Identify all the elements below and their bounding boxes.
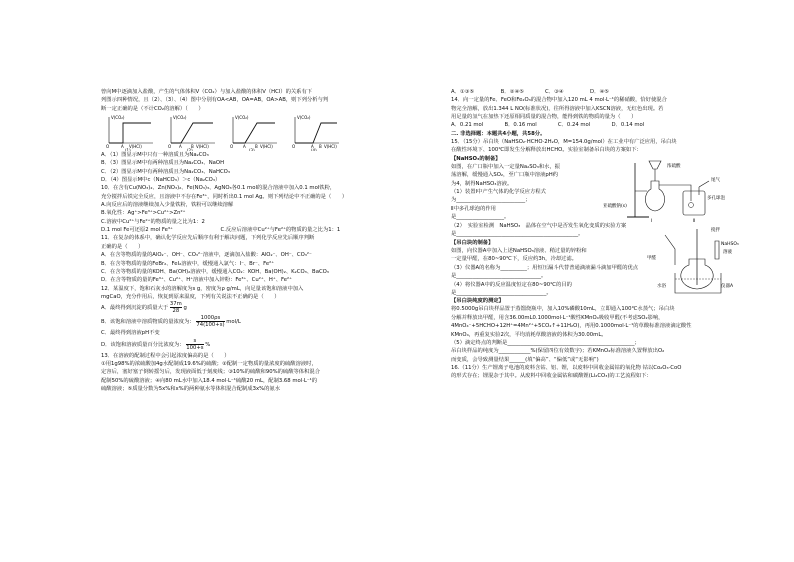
label-nahso3: NaHSO₃ <box>721 242 739 248</box>
text-line: （3）仪器A的名称为__________；用恒压漏斗代替普通滴液漏斗滴加甲醛的优点 <box>451 264 639 271</box>
text-line: 为4，制得NaHSO₃溶液。 <box>451 180 513 187</box>
section-heading: 二. 非选择题：本题共4小题，共58分。 <box>451 130 546 137</box>
text-line: （1）装置Ⅰ中产生气体的化学反应方程式 <box>451 189 546 196</box>
text-line: 一定量甲醛，在80~90℃下，反应约3h，冷却过滤。 <box>451 256 577 263</box>
text-line: 硫酸溶液；⑤质量分数为5x%和x%的两种氨水等体积混合配制成3x%的氨水 <box>101 385 281 392</box>
text-line: 14．向一定量的Fe、FeO和Fe₂O₃的混合物中加入120 mL 4 mol·L⁻¹的稀硝酸，恰好使混合 <box>451 97 667 104</box>
text-line: 列图示四种情况，且（2）、（3）、（4）图中分别有OA<AB，OA=AB，OA>AB，则下列分析与判 <box>101 97 329 104</box>
text-line: 13．在溶液的配制过程中会引起浓度偏高的是（ ） <box>101 352 230 359</box>
fraction-denominator: 74(100+s) <box>196 322 225 329</box>
point-a-label: A <box>121 144 124 150</box>
text-line: A．在含等物质的量的AlO₂⁻、OH⁻、CO₃²⁻溶液中，逐滴加入盐酸：AlO₂⁻、OH⁻、CO₃²⁻ <box>101 252 312 259</box>
text-line: （4）将仪器A中的反应温度恒定在80~90℃的目的 <box>451 281 572 288</box>
text-line: C．在含等物质的量的KOH、Ba(OH)₂溶液中，缓慢通入CO₂：KOH、Ba(OH)₂、K₂CO₃、BaCO₃ <box>101 268 329 275</box>
label-apparatus-2: Ⅱ <box>693 219 696 224</box>
option-d <box>101 338 419 352</box>
label-solution: 溶液 <box>723 250 732 256</box>
text-line: 10．在含有Cu(NO₃)₂、Zn(NO₃)₂、Fe(NO₃)₃、AgNO₃各0.1 mol的混合溶液中加入0.1 mol铁粉， <box>101 185 336 192</box>
text-line: 曾向M中逐滴加入盐酸，产生的气体体积V（CO₂）与加入盐酸的体积V（HCl）的关系有下 <box>101 89 313 95</box>
text-line: 将0.5000g吊白块样品置于蒸馏烧瓶中，加入10%磷酸10mL，立即通入100℃水蒸气；吊白块 <box>451 306 675 313</box>
point-b-label: B <box>319 144 322 150</box>
text-line: 如图，在广口瓶中加入一定量Na₂SO₃和水，振 <box>451 164 561 171</box>
point-b-label: B <box>191 144 194 150</box>
label-apparatus-1: Ⅰ <box>651 219 653 224</box>
text-line: 是__________________________________。 <box>451 289 552 296</box>
text-line: B.氧化性：Ag⁺>Fe³⁺>Cu²⁺>Zn²⁺ <box>101 210 186 217</box>
text-line: 11．在复杂的体系中，确认化学反应先后顺序有利于解决问题，下列化学反应先后顺序判断 <box>101 235 315 242</box>
subsection-heading: 【NaHSO₃的制备】 <box>451 155 501 162</box>
subsection-heading: 【吊白块纯度的测定】 <box>451 298 504 305</box>
text-line: 在酸性环境下、100℃即发生分解释放出HCHO。实验室制备吊白块的方案如下： <box>451 147 642 154</box>
text-line: mgCaO，充分作用后，恢复到原来温度，下列有关说法不正确的是（ ） <box>101 293 280 300</box>
text-line: C．（2）图显示M中有两种溶质且为Na₂CO₃、NaHCO₃ <box>101 168 230 175</box>
text-line: 是________________________________。 <box>451 273 547 280</box>
label-water-bath: 水浴 <box>657 284 666 290</box>
unit: % <box>205 341 211 348</box>
graph-3 <box>230 115 277 151</box>
y-axis-label: V(CO₂) <box>297 115 311 121</box>
label-formaldehyde: 甲醛 <box>647 256 656 262</box>
fraction-denominator: 28 <box>172 308 180 315</box>
option-d-text: D．该饱和溶液质量百分比浓度为： <box>101 341 185 348</box>
unit: mol/L <box>226 319 241 326</box>
text-line: 15．（15分）吊白块（NaHSO₂·HCHO·2H₂O，M=154.0g/mol）在工业中有广泛应用，吊白块 <box>451 139 677 146</box>
point-a-label: A <box>179 144 182 150</box>
prep-text <box>451 247 641 297</box>
subsection-heading: 【吊白块的制备】 <box>451 239 494 246</box>
text-line: 的形式存在；锂混杂于其中。从废料中回收金属钴和碳酸锂(Li₂CO₃)的工艺流程如下： <box>451 373 652 380</box>
origin-label: O <box>168 144 172 150</box>
fraction-numerator: 37m <box>169 301 182 308</box>
option-b-text: B．该饱和溶液中溶质物质的量浓度为： <box>101 319 195 326</box>
graph-number: (4) <box>311 148 317 152</box>
text-line: 正确的是（ ） <box>101 243 144 250</box>
point-a-label: A <box>311 144 314 150</box>
fraction-denominator: 100+s <box>186 344 204 351</box>
point-a-label: A <box>243 144 246 150</box>
origin-label: O <box>292 144 296 150</box>
origin-label: O <box>230 144 234 150</box>
text-line: 配制50%的硫酸溶液；④向80 mL水中加入18.4 mol·L⁻¹硫酸20 mL，配制3.68 mol·L⁻¹的 <box>101 377 318 384</box>
text-line: A．①③⑤ B．②④⑤ C．③④ D．④⑤ <box>451 89 609 95</box>
option-c: C．最终得到溶液pH不变 <box>101 330 160 337</box>
text-line: ①用1g98%的浓硫酸加4g水配制成19.6%的硫酸；②配制一定物质的量浓度的硫酸溶液时， <box>101 360 317 367</box>
x-axis-label: V(HCl) <box>260 144 273 150</box>
y-axis-label: V(CO₂) <box>111 115 125 121</box>
y-axis-label: V(CO₂) <box>235 115 249 121</box>
graph-1 <box>106 115 153 151</box>
text-line: 是__________________。 <box>451 214 510 221</box>
text-line: 物完全溶解，放出1.344 L NO(标准状况)，往所得溶液中加入KSCN溶液，无红色出现。若 <box>451 105 664 112</box>
text-line: 如图，向仪器A中加入上述NaHSO₃溶液、稍过量的锌粉和 <box>451 248 587 255</box>
option-a <box>101 301 419 315</box>
text-line: 荡溶解，缓慢通入SO₂，至广口瓶中溶液pH约 <box>451 172 559 179</box>
graph-2 <box>168 115 215 151</box>
text-line: 吊白块样品的纯度为____________%(保留四位有效数字)；若KMnO₄标准溶液久置释放出O₂ <box>451 348 665 355</box>
text-line: KMnO₄，再重复实验2次，平均消耗草酸溶液的体积为30.00mL。 <box>451 331 607 338</box>
text-line: D．（4）图显示M中c（NaHCO₃）＞c（Na₂CO₃） <box>101 177 221 184</box>
fraction <box>170 301 182 314</box>
graph-number: (3) <box>249 148 255 152</box>
label-stir: 搅拌 <box>711 228 720 234</box>
x-axis-label: V(HCl) <box>196 144 209 150</box>
unit: g <box>183 305 187 312</box>
text-line: B．（3）图显示M中有两种溶质且为Na₂CO₃、NaOH <box>101 160 225 167</box>
label-tail-gas: 尾气 <box>711 178 720 184</box>
fraction-numerator: s <box>186 338 203 345</box>
text-line: 用足量的氢气在加热下还原相同质量的混合物，能得到铁的物质的量为（ ） <box>451 114 637 121</box>
fraction-numerator: 1000ρs <box>196 315 224 322</box>
graphs-svg <box>101 113 419 151</box>
co2-hcl-graphs <box>101 113 419 151</box>
text-line: B．在含等物质的量的FeBr₂、FeI₂溶液中，缓慢通入氯气：I⁻、Br⁻、Fe²⁺ <box>101 260 275 267</box>
option-a-text: A．最终得到沉淀的质量大于 <box>101 305 169 312</box>
origin-label: O <box>106 144 110 150</box>
text-line: A．（1）图显示M中只有一种溶质且为Na₂CO₃ <box>101 152 209 159</box>
label-apparatus-a: 仪器A <box>721 284 734 290</box>
right-column <box>451 88 743 381</box>
text-line: 是______________________________________________。 <box>451 231 584 238</box>
option-b <box>101 315 419 329</box>
x-axis-label: V(HCl) <box>129 144 142 150</box>
text-line: A.向反应后的溶液继续加入少量铁粉，铁粉可以继续溶解 <box>101 202 234 209</box>
label-conc-acid: 浓硫酸 <box>667 164 681 170</box>
nahso3-block <box>451 163 743 222</box>
text-line: 为__________________________； <box>451 197 531 204</box>
fraction <box>196 315 224 328</box>
text-line: 16.（11分）生产锂离子电池的废料含钴、铝、锂，以废料中回收金属钴的氧化物 钴以Co₂O₃·CoO <box>451 364 682 371</box>
text-line: 分解并释放出甲醛，用含36.00mL0.1000mol·L⁻¹酸性KMnO₄吸收甲醛(不考虑SO₂影响， <box>451 314 664 321</box>
text-line: 而变质，会导致测量结果______(填“偏高”、“偏低”或“无影响”) <box>451 356 599 363</box>
graph-number: (1) <box>125 148 131 152</box>
text-line: 12．某温度下，饱和石灰水的溶解度为s g，密度为ρ g/mL，向足量该饱和溶液中加入 <box>101 285 304 292</box>
left-column <box>101 88 419 393</box>
graph-4 <box>292 115 339 151</box>
reaction-apparatus-diagram <box>641 225 743 297</box>
text-line: D．在含等物质的量的Fe³⁺、Cu²⁺、H⁺溶液中加入锌粉：Fe³⁺、Cu²⁺、H⁺、Fe²⁺ <box>101 277 292 284</box>
text-line: C.溶液中Cu²⁺与Fe²⁺的物质的量之比为1：2 <box>101 218 205 225</box>
fraction <box>186 338 203 351</box>
text-line: 4MnO₄⁻+5HCHO+12H⁺=4Mn²⁺+5CO₂↑+11H₂O)，再用0.1000mol·L⁻¹的草酸标准溶液滴定酸性 <box>451 323 692 330</box>
graph-number: (2) <box>187 148 193 152</box>
so2-apparatus-diagram <box>601 157 743 223</box>
point-b-label: B <box>255 144 258 150</box>
text-line: Ⅱ中多孔球泡的作用 <box>451 205 496 212</box>
text-line: 充分搅拌后铁完全反应，且溶液中不存在Fe³⁺，同时析出0.1 mol Ag。则下列结论中不正确的是（ ） <box>101 193 348 200</box>
text-line: （2） 实验室检测 NaHSO₃ 晶体在空气中是否发生氧化变质的实验方案 <box>451 223 627 230</box>
label-sulfite: 亚硫酸钠(s) <box>603 204 627 210</box>
text-line: A．0.21 mol B．0.16 mol C．0.24 mol D．0.14 mol <box>451 122 645 129</box>
text-line: D.1 mol Fe可还原2 mol Fe³⁺ C.反应后溶液中Cu²⁺与Fe²⁺的物质的量之比为1：1 <box>101 227 341 234</box>
text-line: 断一定正确的是（不计CO₂的溶解）（ ） <box>101 105 204 112</box>
y-axis-label: V(CO₂) <box>173 115 187 121</box>
label-bubbler: 多孔球泡 <box>707 196 725 202</box>
text-line: 定容后，塞好塞子倒转摇匀后，发现液面低于刻度线；③10%的硫酸和90%的硫酸等体积混合 <box>101 369 320 376</box>
text-line: （5）滴定终点的判断是________________________________________________； <box>451 339 640 346</box>
x-axis-label: V(HCl) <box>324 144 337 150</box>
